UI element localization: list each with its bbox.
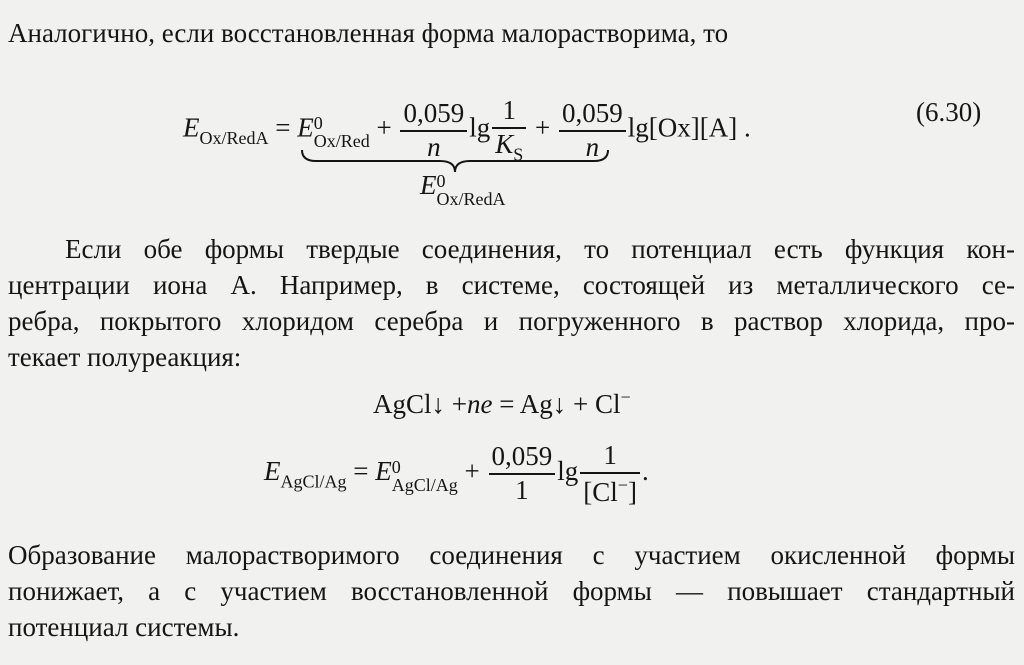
agcl-dot: . [641,456,649,487]
equation-agcl [264,442,649,506]
paragraph3-line3: потенциал системы. [8,612,240,642]
eq630-frac1-num: 0,059 [400,100,467,132]
paragraph3-line1: Образование малорастворимого соединения с участием окисленной формы [8,540,1015,570]
paragraph1-line1: Аналогично, если восстановленная форма малорастворима, то [8,18,729,48]
agcl-frac1-den: 1 [515,475,529,506]
reaction-ag: Ag [519,388,553,419]
eq630-lg-ox-a: lg[Ox][A] . [627,112,751,143]
eq630-e0-subsup [314,114,370,150]
agcl-e0-sub: AgCl/Ag [391,474,458,495]
agcl-e0-E: E [375,456,392,487]
reaction-cl-charge: − [620,387,631,407]
paragraph3-line2: понижает, а с участием восстановленной формы — повышает стандартный [8,576,1015,606]
reaction-down-arrow-icon: ↓ [431,388,446,419]
agcl-frac2-den-close: ] [627,476,637,507]
reaction-plus: + [445,388,467,419]
eq630-frac3-den: n [585,131,600,162]
paragraph2-line4: текает полуреакция: [8,342,242,372]
reaction-cl: + Cl [566,388,621,419]
agcl-e0-subsup [392,458,458,494]
paragraph2-line2: центрации иона А. Например, в системе, состоящей из металлического се- [8,270,1015,300]
eq630-plus1: + [369,112,399,143]
paragraph2-line1: Если обе формы твердые соединения, то потенциал есть функция кон- [65,234,1015,264]
agcl-frac2-den-charge: − [617,475,628,495]
agcl-equals: = [346,456,376,487]
agcl-lg: lg [557,456,579,487]
eq630-plus2: + [528,112,557,143]
agcl-lhs-sub: AgCl/Ag [280,471,347,492]
under-sup: 0 [436,171,446,191]
eq630-e0-sup: 0 [313,113,323,134]
agcl-frac2-den-cl: [Cl [583,476,618,507]
eq630-frac2-den-K: K [495,129,514,159]
under-E: E [420,170,437,201]
agcl-fraction2 [580,442,640,506]
agcl-frac1-num: 0,059 [489,443,556,475]
equation-number: (6.30) [916,97,982,127]
eq630-lhs-sub: Ox/RedA [199,128,269,149]
reaction-equals: = [492,388,520,419]
eq630-lhs-E: E [183,112,200,143]
underbrace-label [420,170,506,209]
under-subsup [437,172,506,208]
agcl-lhs-E: E [264,456,281,487]
paragraph2-line3: ребра, покрытого хлоридом серебра и погруженного в раствор хлорида, про- [8,306,1015,336]
reaction-agcl: AgCl [373,388,432,419]
half-reaction [373,388,631,418]
eq630-frac3-num: 0,059 [559,100,626,132]
under-sub: Ox/RedA [436,189,506,209]
agcl-frac2-num: 1 [580,442,640,474]
eq630-frac2-num: 1 [492,97,526,129]
agcl-plus: + [457,456,487,487]
reaction-ne: ne [467,388,493,419]
eq630-frac1-den: n [427,131,441,162]
agcl-e0-sup: 0 [391,456,401,477]
eq630-equals: = [268,112,298,143]
eq630-e0-sub: Ox/Red [313,131,370,152]
eq630-frac2-den-sub: S [513,144,524,165]
agcl-frac2-den [580,474,640,506]
agcl-fraction1 [489,443,556,504]
eq630-e0-E: E [297,112,314,143]
reaction-down-arrow-icon-2: ↓ [552,388,567,419]
eq630-lg: lg [469,112,491,143]
